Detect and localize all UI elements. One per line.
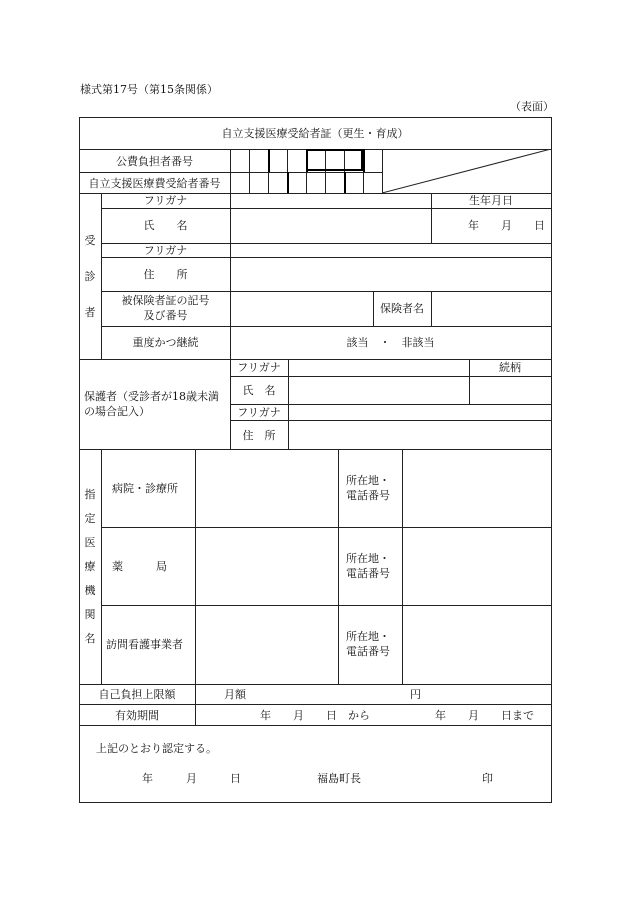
- hospital-label: 病院・診療所: [112, 482, 178, 495]
- institution-section-label: 指 定 医 療 機 関 名: [84, 488, 96, 645]
- patient-address-label: 住 所: [143, 268, 188, 281]
- patient-section-label: 受 診 者: [84, 234, 96, 319]
- birth-date-label: 生年月日: [469, 194, 513, 207]
- insurer-name-label: 保険者名: [380, 302, 424, 315]
- patient-furigana-label: フリガナ: [143, 194, 188, 207]
- patient-name-label: 氏 名: [143, 219, 188, 232]
- mayor-label: 福島町長: [317, 772, 361, 785]
- hospital-phone-label: 電話番号: [346, 489, 390, 502]
- validity-to: 年 月 日まで: [435, 709, 534, 722]
- nursing-location-label: 所在地・: [346, 630, 390, 643]
- severe-continuous-label: 重度かつ継続: [132, 336, 199, 349]
- birth-date-value: 年 月 日: [468, 219, 545, 232]
- guardian-label-2: の場合記入）: [84, 405, 150, 418]
- copay-limit-label: 自己負担上限額: [98, 688, 176, 701]
- guardian-address-label: 住 所: [242, 429, 276, 442]
- seal-label: 印: [482, 772, 493, 785]
- insurance-number-label-2: 及び番号: [143, 309, 188, 322]
- form-number: 様式第17号（第15条関係）: [80, 83, 218, 96]
- guardian-label: 保護者（受診者が18歳未満: [84, 390, 219, 403]
- guardian-furigana-label: フリガナ: [237, 361, 281, 374]
- pharmacy-label: 薬 局: [112, 560, 167, 573]
- pharmacy-location-label: 所在地・: [346, 552, 390, 565]
- nursing-label: 訪問看護事業者: [106, 638, 183, 651]
- validity-from: 年 月 日 から: [260, 709, 370, 722]
- certificate-title: 自立支援医療受給者証（更生・育成）: [221, 127, 409, 140]
- public-payer-number-label: 公費負担者番号: [116, 155, 193, 168]
- hospital-location-label: 所在地・: [346, 474, 390, 487]
- recipient-number-label: 自立支援医療費受給者番号: [88, 177, 221, 190]
- side-label: （表面）: [510, 100, 554, 113]
- guardian-name-label: 氏 名: [242, 384, 276, 397]
- nursing-phone-label: 電話番号: [346, 645, 390, 658]
- yen-label: 円: [410, 688, 421, 701]
- guardian-furigana-label-2: フリガナ: [237, 406, 281, 419]
- severe-continuous-value: 該当 ・ 非該当: [346, 336, 435, 349]
- certify-statement: 上記のとおり認定する。: [96, 742, 217, 755]
- relation-label: 続柄: [499, 361, 521, 374]
- diagonal-line: [382, 149, 551, 193]
- patient-furigana-label-2: フリガナ: [143, 244, 188, 257]
- certify-date: 年 月 日: [142, 772, 241, 785]
- monthly-label: 月額: [224, 688, 246, 701]
- pharmacy-phone-label: 電話番号: [346, 567, 390, 580]
- insurance-number-label: 被保険者証の記号: [121, 294, 210, 307]
- validity-label: 有効期間: [115, 709, 159, 722]
